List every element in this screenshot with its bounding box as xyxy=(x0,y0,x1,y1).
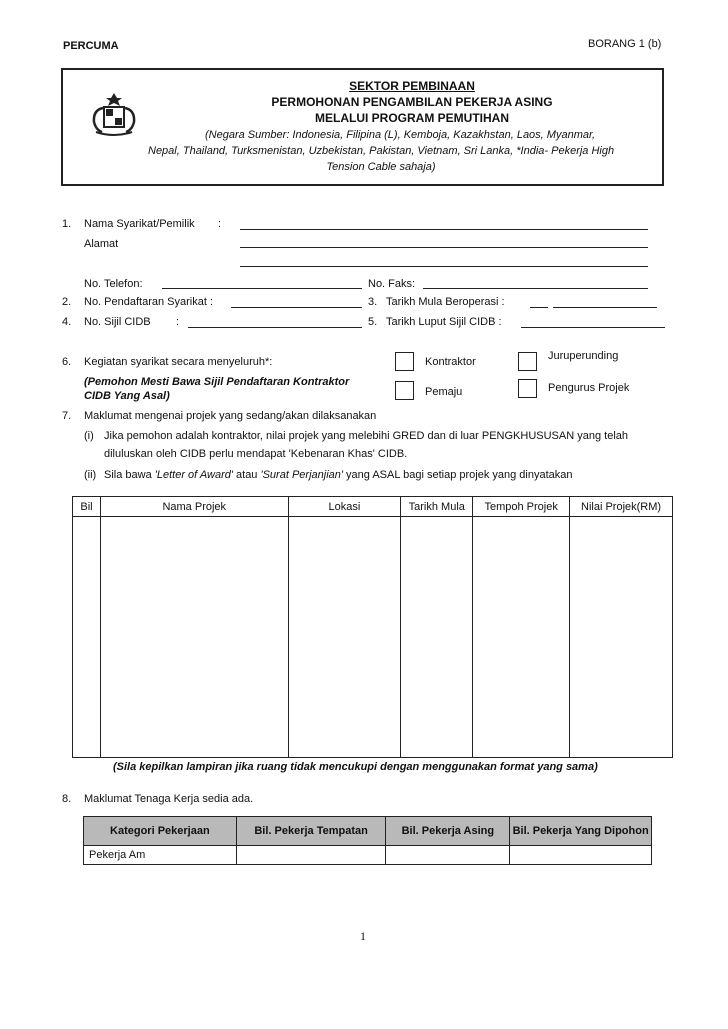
col-bil: Bil xyxy=(73,497,101,517)
col-local-workers: Bil. Pekerja Tempatan xyxy=(236,817,386,846)
phone-field[interactable] xyxy=(162,288,362,289)
source-countries-2: Nepal, Thailand, Turksmenistan, Uzbekistan, Pakistan, Vietnam, Sri Lanka, *India- Pekerja High xyxy=(148,145,615,157)
consultant-label: Juruperunding xyxy=(548,350,619,362)
note-ii-text: Sila bawa 'Letter of Award' atau 'Surat Perjanjian' yang ASAL bagi setiap projek yang dinyatakan xyxy=(104,469,573,481)
contractor-label: Kontraktor xyxy=(425,356,476,368)
staff-table xyxy=(83,816,652,865)
col-start-date: Tarikh Mula xyxy=(401,497,473,517)
phone-label: No. Telefon: xyxy=(84,278,143,290)
note-i-number: (i) xyxy=(84,430,94,442)
local-workers-cell[interactable] xyxy=(236,846,386,865)
form-title-2: MELALUI PROGRAM PEMUTIHAN xyxy=(315,111,509,125)
developer-label: Pemaju xyxy=(425,386,463,398)
cidb-expiry-label: Tarikh Luput Sijil CIDB : xyxy=(386,316,502,328)
contractor-checkbox[interactable] xyxy=(395,352,414,371)
company-colon: : xyxy=(218,218,222,230)
project-cell[interactable] xyxy=(570,517,673,758)
activity-note-2: CIDB Yang Asal) xyxy=(84,390,170,402)
sector-title: SEKTOR PEMBINAAN xyxy=(349,79,475,93)
note-ii-number: (ii) xyxy=(84,469,97,481)
col-project-name: Nama Projek xyxy=(100,497,288,517)
project-manager-label: Pengurus Projek xyxy=(548,382,630,394)
source-countries-3: Tension Cable sahaja) xyxy=(326,161,436,173)
item-number-5: 5. xyxy=(368,316,378,328)
col-value: Nilai Projek(RM) xyxy=(570,497,673,517)
page-number: 1 xyxy=(360,929,366,943)
developer-checkbox[interactable] xyxy=(395,381,414,400)
fax-field[interactable] xyxy=(423,288,648,289)
project-cell[interactable] xyxy=(100,517,288,758)
project-cell[interactable] xyxy=(288,517,401,758)
col-foreign-workers: Bil. Pekerja Asing xyxy=(386,817,510,846)
project-cell[interactable] xyxy=(401,517,473,758)
address-field-2[interactable] xyxy=(240,266,648,267)
activity-label: Kegiatan syarikat secara menyeluruh*: xyxy=(84,356,273,368)
item-number-3: 3. xyxy=(368,296,378,308)
item-number-8: 8. xyxy=(62,793,72,805)
free-label: PERCUMA xyxy=(63,40,119,52)
form-number: BORANG 1 (b) xyxy=(588,38,662,50)
col-location: Lokasi xyxy=(288,497,401,517)
general-worker-label: Pekerja Am xyxy=(84,846,237,865)
cidb-number-field[interactable] xyxy=(188,327,362,328)
consultant-checkbox[interactable] xyxy=(518,352,537,371)
project-cell[interactable] xyxy=(473,517,570,758)
staff-info-label: Maklumat Tenaga Kerja sedia ada. xyxy=(84,793,254,805)
col-job-category: Kategori Pekerjaan xyxy=(84,817,237,846)
project-table xyxy=(72,496,673,758)
registration-field[interactable] xyxy=(231,307,362,308)
registration-label: No. Pendaftaran Syarikat : xyxy=(84,296,214,308)
note-i-line-1: Jika pemohon adalah kontraktor, nilai projek yang melebihi GRED dan di luar PENGKHUSUSAN yang telah xyxy=(104,430,628,442)
project-cell[interactable] xyxy=(73,517,101,758)
address-field-1[interactable] xyxy=(240,247,648,248)
item-number-6: 6. xyxy=(62,356,72,368)
item-number-4: 4. xyxy=(62,316,72,328)
cidb-colon: : xyxy=(176,316,180,328)
start-date-field-2[interactable] xyxy=(553,307,657,308)
project-info-label: Maklumat mengenai projek yang sedang/akan dilaksanakan xyxy=(84,410,377,422)
address-label: Alamat xyxy=(84,238,119,250)
item-number-7: 7. xyxy=(62,410,72,422)
form-title-1: PERMOHONAN PENGAMBILAN PEKERJA ASING xyxy=(271,95,553,109)
foreign-workers-cell[interactable] xyxy=(386,846,510,865)
requested-workers-cell[interactable] xyxy=(510,846,652,865)
item-number-1: 1. xyxy=(62,218,72,230)
company-name-label: Nama Syarikat/Pemilik xyxy=(84,218,195,230)
item-number-2: 2. xyxy=(62,296,72,308)
note-i-line-2: diluluskan oleh CIDB perlu mendapat 'Kebenaran Khas' CIDB. xyxy=(104,448,408,460)
start-date-label: Tarikh Mula Beroperasi : xyxy=(386,296,505,308)
col-requested-workers: Bil. Pekerja Yang Dipohon xyxy=(510,817,652,846)
attachment-note: (Sila kepilkan lampiran jika ruang tidak mencukupi dengan menggunakan format yang sama) xyxy=(113,761,598,773)
company-name-field[interactable] xyxy=(240,229,648,230)
col-duration: Tempoh Projek xyxy=(473,497,570,517)
cidb-expiry-field[interactable] xyxy=(521,327,665,328)
start-date-field-1[interactable] xyxy=(530,307,548,308)
project-manager-checkbox[interactable] xyxy=(518,379,537,398)
activity-note-1: (Pemohon Mesti Bawa Sijil Pendaftaran Kontraktor xyxy=(84,376,350,388)
cidb-label: No. Sijil CIDB xyxy=(84,316,151,328)
source-countries-1: (Negara Sumber: Indonesia, Filipina (L), Kemboja, Kazakhstan, Laos, Myanmar, xyxy=(205,129,596,141)
fax-label: No. Faks: xyxy=(368,278,416,290)
